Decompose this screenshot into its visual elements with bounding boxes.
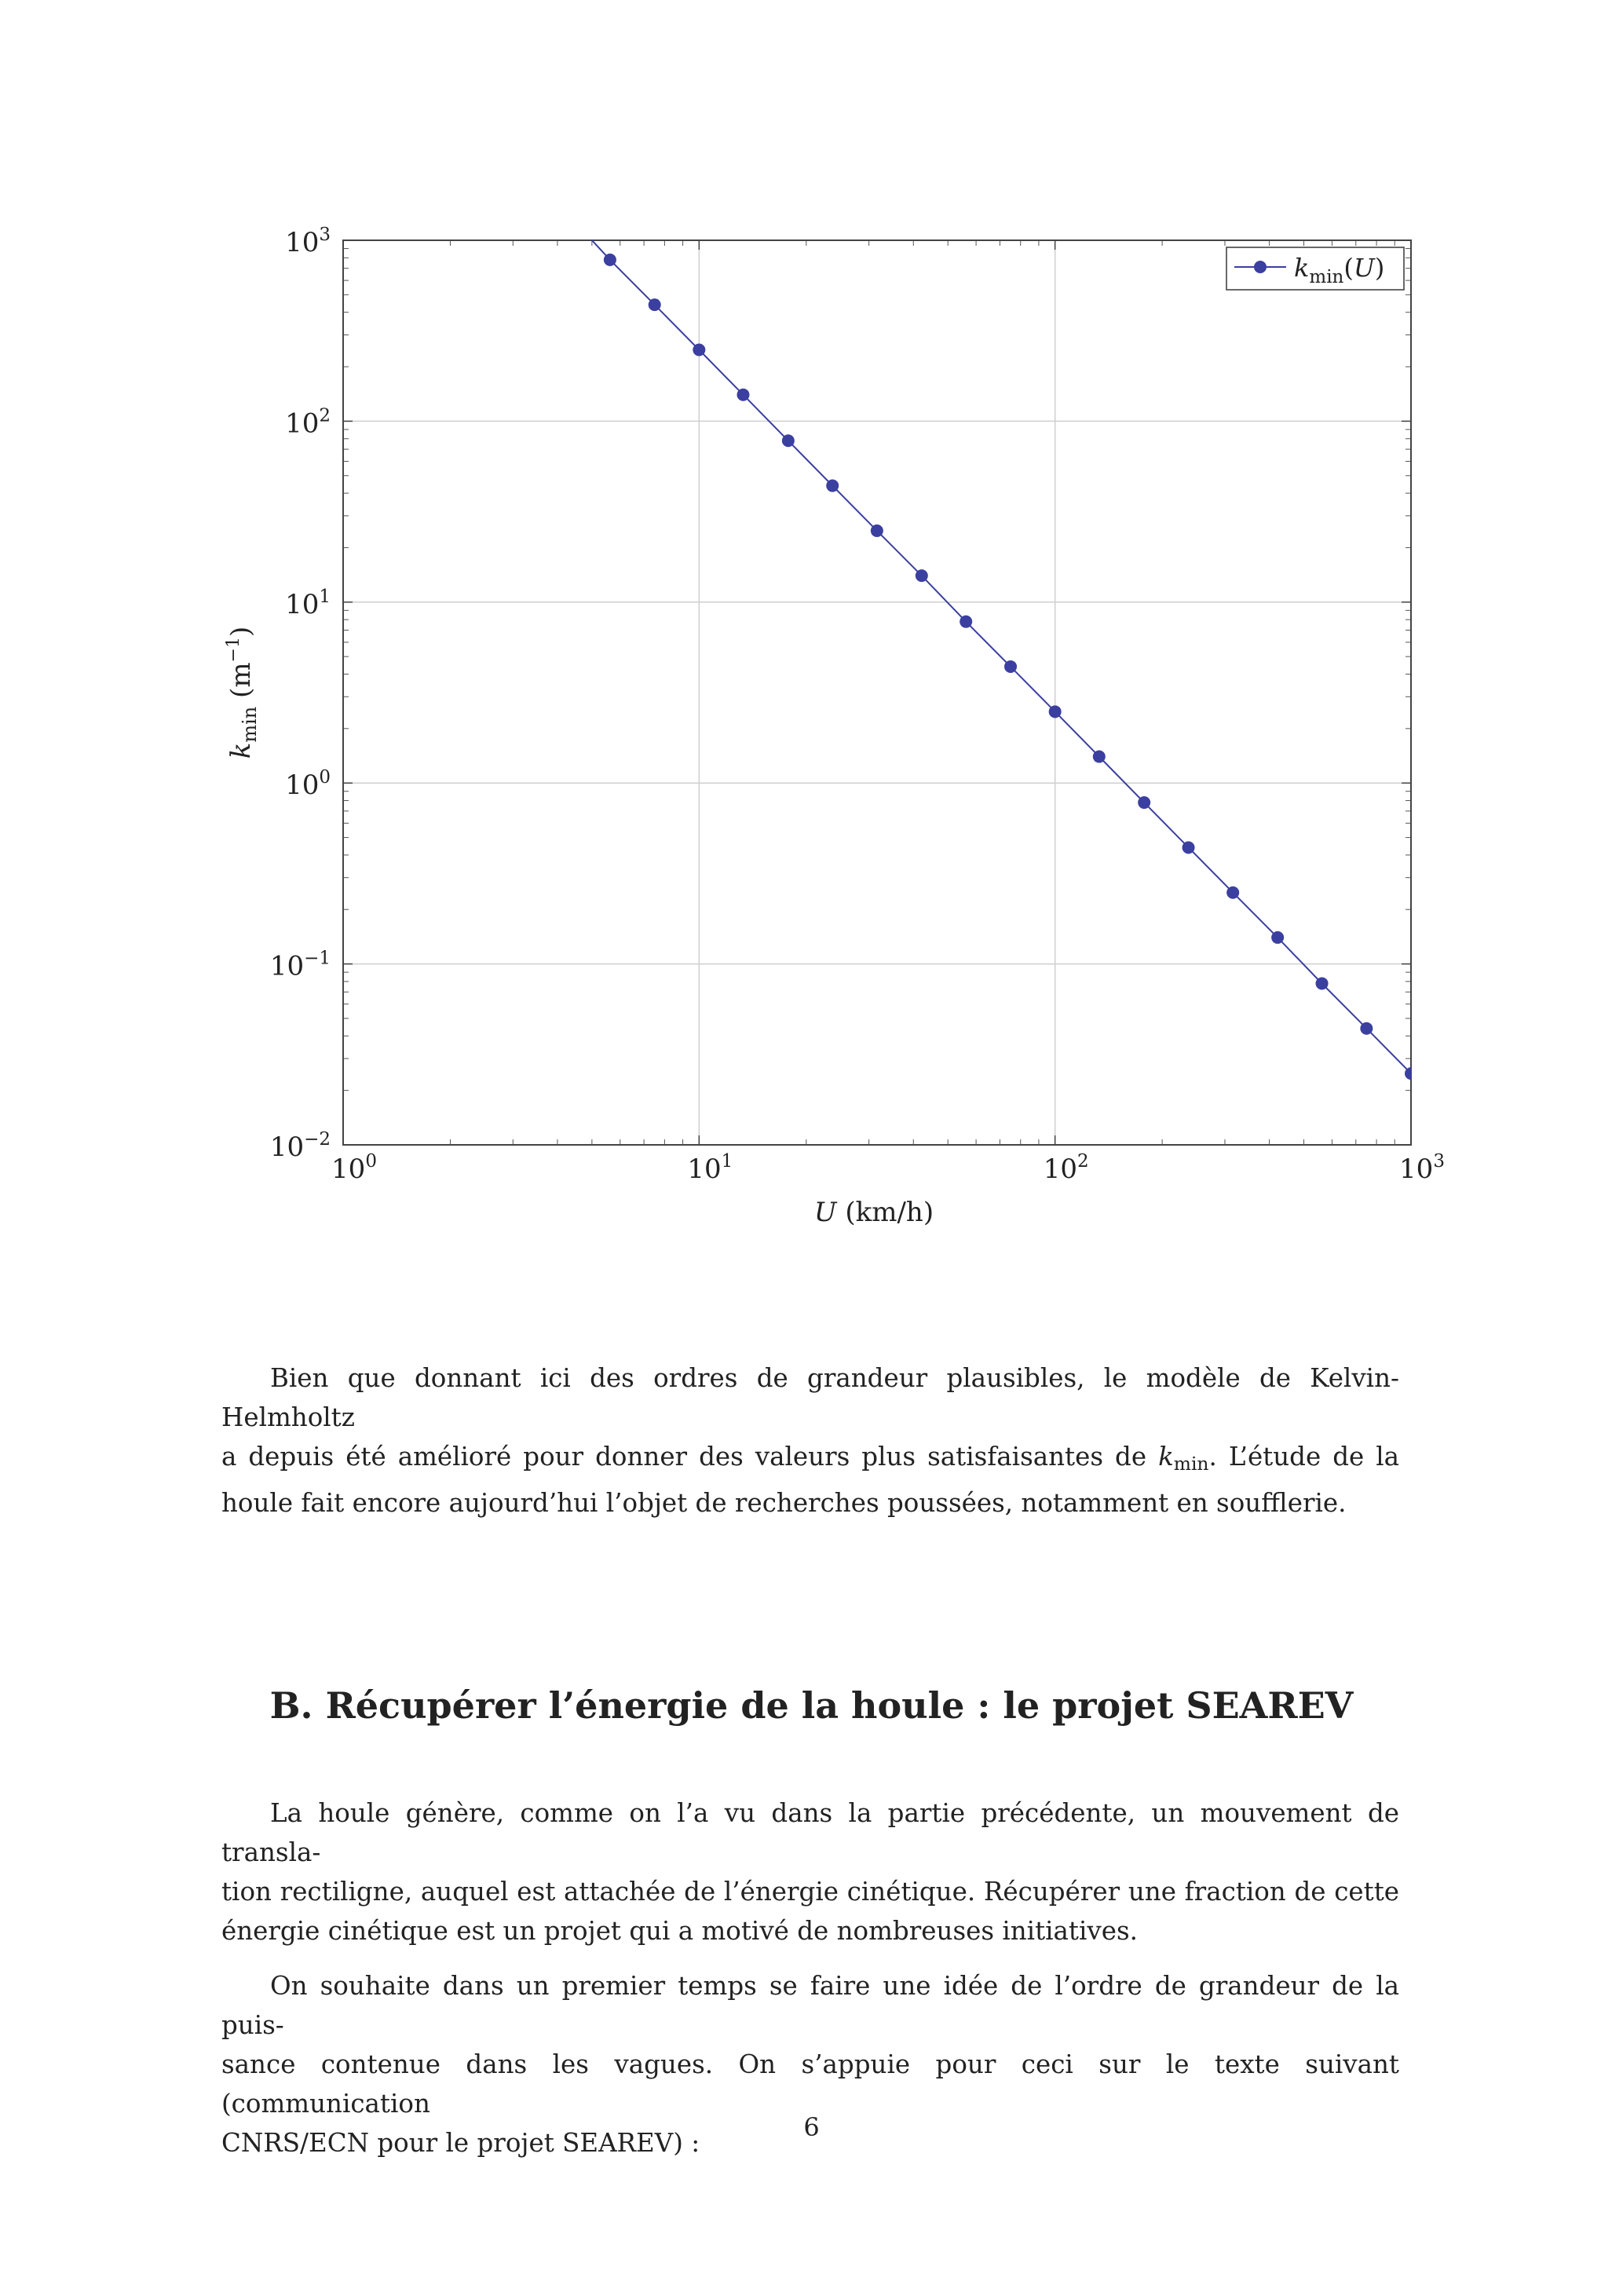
y-tick-label: $10^2$	[285, 405, 331, 440]
legend-label: $k_{min}(U)$	[1294, 253, 1385, 287]
p3-line-2: sance contenue dans les vagues. On s’appuie pour ceci sur le texte suivant (communication	[221, 2049, 1399, 2119]
p1-line-2: a depuis été amélioré pour donner des valeurs plus satisfaisantes de	[221, 1442, 1147, 1472]
data-point	[1316, 977, 1329, 989]
x-tick-label: $10^3$	[1399, 1151, 1445, 1185]
p1-line-1: Bien que donnant ici des ordres de grandeur plausibles, le modèle de Kelvin-Helmholtz	[221, 1363, 1399, 1432]
data-point	[693, 344, 705, 356]
data-point	[1271, 931, 1284, 944]
data-point	[826, 480, 839, 492]
data-point	[916, 569, 928, 582]
p1-symbol-min: min	[1173, 1452, 1209, 1475]
x-tick-label: $10^2$	[1043, 1151, 1089, 1185]
data-point	[1004, 660, 1017, 673]
p2-line-2: tion rectiligne, auquel est attachée de l’énergie cinétique. Récupérer une fraction de cette	[221, 1877, 1399, 1907]
paragraph-kelvin-helmholtz	[221, 1358, 1399, 1523]
p3-line-1: On souhaite dans un premier temps se faire une idée de l’ordre de grandeur de la puis-	[221, 1971, 1399, 2040]
paragraph-houle-translation	[221, 1793, 1399, 1951]
plot-frame	[343, 240, 1411, 1145]
data-point	[1405, 1067, 1417, 1080]
data-point	[737, 389, 749, 401]
y-tick-label: $10^{-1}$	[269, 948, 331, 982]
data-point	[649, 298, 661, 311]
data-point	[1183, 841, 1195, 854]
data-point	[782, 434, 795, 447]
x-tick-label: $10^1$	[687, 1151, 733, 1185]
y-tick-label: $10^0$	[285, 767, 331, 802]
p1-line-2-tail: . L’étude de la	[1208, 1442, 1399, 1472]
y-tick-label: $10^{-2}$	[269, 1129, 331, 1163]
data-point	[960, 616, 972, 628]
chart-minor-ticks	[343, 240, 1411, 1145]
legend	[1226, 247, 1404, 290]
y-tick-label: $10^3$	[285, 225, 331, 258]
p1-symbol-k: k	[1158, 1442, 1174, 1472]
data-point	[1360, 1022, 1373, 1035]
p3-line-3: CNRS/ECN pour le projet SEAREV) :	[221, 2128, 700, 2158]
page-number: 6	[803, 2112, 820, 2142]
p2-line-1: La houle génère, comme on l’a vu dans la partie précédente, un mouvement de transla-	[221, 1798, 1399, 1867]
p2-line-3: énergie cinétique est un projet qui a motivé de nombreuses initiatives.	[221, 1916, 1138, 1946]
data-point	[871, 525, 883, 537]
tick-labels	[270, 225, 1445, 1185]
legend-marker	[1254, 261, 1267, 273]
data-point	[1138, 796, 1150, 809]
p1-line-3: houle fait encore aujourd’hui l’objet de recherches poussées, notamment en soufflerie.	[221, 1487, 1347, 1518]
chart-grid	[343, 240, 1411, 1145]
series-line	[592, 240, 1411, 1073]
y-axis-label: $k_{min}$ $(m^{-1})$	[224, 626, 261, 759]
x-axis-label: U (km/h)	[813, 1197, 934, 1228]
section-title: B. Récupérer l’énergie de la houle : le projet SEAREV	[269, 1684, 1354, 1727]
data-point	[604, 254, 616, 266]
x-tick-label: $10^0$	[331, 1151, 377, 1185]
y-tick-label: $10^1$	[285, 586, 331, 620]
data-point	[1093, 751, 1106, 763]
data-point	[1226, 887, 1239, 899]
data-point	[1049, 705, 1062, 718]
